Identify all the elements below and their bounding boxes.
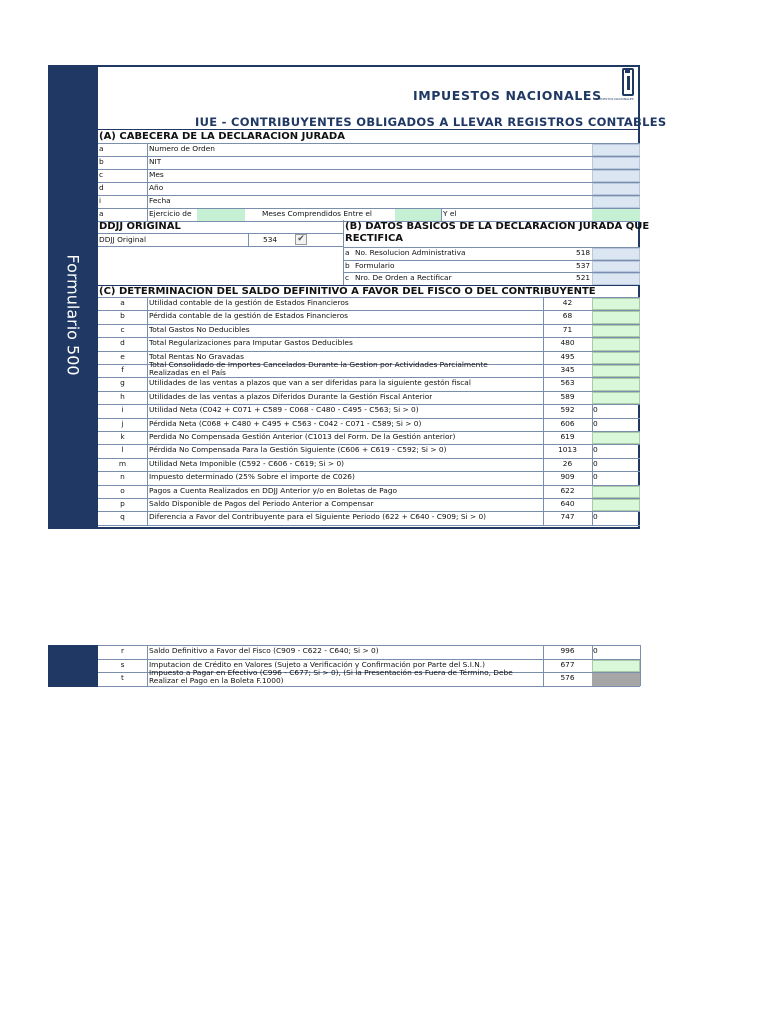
header-input-field[interactable] <box>592 170 640 182</box>
row-label: Pagos a Cuenta Realizados en DDJJ Anterior y/o en Boletas de Pago <box>149 486 398 495</box>
row-label: Formulario <box>355 260 395 270</box>
agency-title: IMPUESTOS NACIONALES <box>413 88 602 103</box>
row-code: b <box>120 311 125 320</box>
row-code: s <box>120 660 125 669</box>
row-code: q <box>120 512 125 521</box>
row-code: b <box>345 260 350 270</box>
col-divider <box>147 659 148 672</box>
form-sidebar-continued <box>48 645 98 687</box>
col-divider <box>147 645 148 659</box>
row-code: j <box>121 419 124 428</box>
row-label: Saldo Disponible de Pagos del Periodo Anterior a Compensar <box>149 499 374 508</box>
col-divider <box>147 208 148 221</box>
ddjj-divider-2 <box>98 246 343 247</box>
col-divider <box>147 377 148 391</box>
row-code: e <box>120 352 125 361</box>
col-divider <box>147 511 148 525</box>
row-code: a <box>120 298 125 307</box>
row-border <box>98 182 640 183</box>
row-border <box>98 195 640 196</box>
row-label: Utilidad contable de la gestión de Estados Financieros <box>149 298 349 307</box>
row-number: 563 <box>560 378 575 387</box>
row-number: 495 <box>560 352 575 361</box>
row-code: c <box>120 325 125 334</box>
row-number: 480 <box>560 338 575 347</box>
section-a-top-border <box>98 129 640 130</box>
row-label-2: Realizar el Pago en la Boleta F.1000) <box>149 677 284 685</box>
row-label: Total Consolidado de Importes Cancelados Durante la Gestion por Actividades Parcialmente <box>149 361 488 369</box>
col-divider <box>147 324 148 337</box>
ejercicio-label: Ejercicio de <box>149 209 192 218</box>
col-divider <box>147 471 148 485</box>
ddjj-original-code: 534 <box>263 235 278 244</box>
section-b-title-2: RECTIFICA <box>345 233 404 244</box>
amount-input[interactable] <box>592 378 640 391</box>
ejercicio-input[interactable] <box>197 209 245 221</box>
section-a-title: (A) CABECERA DE LA DECLARACION JURADA <box>99 131 345 142</box>
col-divider <box>147 297 148 310</box>
row-code: t <box>121 673 124 682</box>
row-code: d <box>99 183 104 192</box>
row-label: Diferencia a Favor del Contribuyente para el Siguiente Periodo (622 + C640 - C909; Si > 0) <box>149 512 487 521</box>
amount-input[interactable] <box>592 499 640 511</box>
col-divider <box>147 458 148 471</box>
row-code: n <box>120 472 125 481</box>
col-divider <box>147 404 148 418</box>
row-label: Saldo Definitivo a Favor del Fisco (C909 - C622 - C640; Si > 0) <box>149 646 379 655</box>
row-code: o <box>120 486 125 495</box>
ddjj-title: DDJJ ORIGINAL <box>99 221 181 232</box>
row-label: Mes <box>149 170 164 179</box>
col-divider <box>147 351 148 364</box>
row-code: f <box>121 365 124 374</box>
row-label: Utilidades de las ventas a plazos Diferidos Durante la Gestión Fiscal Anterior <box>149 392 433 401</box>
row-number: 1013 <box>558 445 577 454</box>
row-code: a <box>99 209 104 218</box>
row-label: Total Rentas No Gravadas <box>149 352 244 361</box>
computed-value: 0 <box>593 459 598 468</box>
amount-input[interactable] <box>592 311 640 324</box>
row-border <box>98 156 640 157</box>
col-divider <box>147 391 148 404</box>
meses-hasta-input[interactable] <box>592 209 640 221</box>
row-code: a <box>99 144 104 153</box>
row-code: h <box>120 392 125 401</box>
row-number: 576 <box>560 673 575 682</box>
row-label: Fecha <box>149 196 171 205</box>
ddjj-original-label: DDJJ Original <box>99 235 147 244</box>
col-divider <box>147 310 148 324</box>
row-code: m <box>118 459 127 468</box>
row-code: i <box>121 405 124 414</box>
row-label: Total Gastos No Deducibles <box>149 325 250 334</box>
row-number: 26 <box>562 459 573 468</box>
amount-input[interactable] <box>592 660 640 672</box>
row-border <box>98 525 640 526</box>
row-label: Pérdida Neta (C068 + C480 + C495 + C563 - C042 - C071 - C589; Si > 0) <box>149 419 422 428</box>
amount-input[interactable] <box>592 432 640 444</box>
row-number: 909 <box>560 472 575 481</box>
form-number-label: Formulario 500 <box>63 254 83 376</box>
row-number: 345 <box>560 365 575 374</box>
computed-value: 0 <box>593 405 598 414</box>
col-divider <box>441 208 442 221</box>
rectifica-input[interactable] <box>592 261 640 273</box>
row-number: 622 <box>560 486 575 495</box>
row-label: NIT <box>149 157 162 166</box>
row-label: Año <box>149 183 164 192</box>
col-divider <box>147 364 148 377</box>
form-subtitle: IUE - CONTRIBUYENTES OBLIGADOS A LLEVAR REGISTROS CONTABLES <box>195 115 667 129</box>
computed-value: 0 <box>593 419 598 428</box>
col-divider <box>147 418 148 431</box>
row-code: l <box>121 445 124 454</box>
logo-dot <box>625 70 630 73</box>
row-number: 677 <box>560 660 575 669</box>
amount-input[interactable] <box>592 298 640 310</box>
col-divider <box>147 156 148 169</box>
section-c-title: (C) DETERMINACION DEL SALDO DEFINITIVO A FAVOR DEL FISCO O DEL CONTRIBUYENTE <box>99 286 596 297</box>
y-el-label: Y el <box>443 209 457 218</box>
row-border <box>98 686 640 687</box>
row-number: 592 <box>560 405 575 414</box>
row-code: r <box>120 646 125 655</box>
row-code: c <box>345 273 350 282</box>
row-code: k <box>120 432 125 441</box>
col-divider <box>147 485 148 498</box>
col-divider <box>147 182 148 195</box>
row-code: p <box>120 499 125 508</box>
row-label: Nro. De Orden a Rectificar <box>355 273 452 282</box>
row-number: 521 <box>576 273 591 282</box>
amount-input[interactable] <box>592 352 640 364</box>
row-label: No. Resolucion Administrativa <box>355 248 466 257</box>
row-number: 747 <box>560 512 575 521</box>
row-number: 518 <box>576 248 591 257</box>
row-label: Utilidad Neta (C042 + C071 + C589 - C068 - C480 - C495 - C563; Si > 0) <box>149 405 419 414</box>
meses-desde-input[interactable] <box>395 209 441 221</box>
header-input-field[interactable] <box>592 196 640 208</box>
amount-input[interactable] <box>592 325 640 337</box>
col-divider <box>147 431 148 444</box>
right-border <box>640 645 641 686</box>
row-border <box>98 169 640 170</box>
col-divider <box>147 498 148 511</box>
row-label: Imputacion de Crédito en Valores (Sujeto a Verificación y Confirmación por Parte del S.I.N.) <box>149 660 485 669</box>
row-code: d <box>120 338 125 347</box>
row-number: 42 <box>562 298 573 307</box>
col-divider <box>147 195 148 208</box>
logo-caption: IMPUESTOS NACIONALES <box>596 97 634 101</box>
row-code: i <box>99 196 102 205</box>
computed-value: 0 <box>593 512 598 521</box>
computed-value: 0 <box>593 472 598 481</box>
meses-label: Meses Comprendidos Entre el <box>262 209 372 218</box>
row-label: Total Regularizaciones para Imputar Gastos Deducibles <box>149 338 353 347</box>
amount-input[interactable] <box>592 338 640 351</box>
row-label-2: Realizadas en el País <box>149 369 226 377</box>
col-divider <box>147 169 148 182</box>
computed-value: 0 <box>593 646 598 655</box>
col-divider <box>147 444 148 458</box>
row-label: Numero de Orden <box>149 144 215 153</box>
row-label: Pérdida contable de la gestión de Estados Financieros <box>149 311 348 320</box>
rectifica-input[interactable] <box>592 273 640 285</box>
computed-value: 0 <box>593 445 598 454</box>
ddjj-vdivider <box>248 233 249 246</box>
header-input-field[interactable] <box>592 144 640 156</box>
row-label: Utilidades de las ventas a plazos que van a ser diferidas para la siguiente gestón fiscal <box>149 378 471 387</box>
rectifica-input[interactable] <box>592 248 640 260</box>
disabled-amount-field <box>592 673 640 686</box>
section-b-left-border <box>343 220 344 286</box>
row-label: Perdida No Compensada Gestión Anterior (C1013 del Form. De la Gestión anterior) <box>149 432 456 441</box>
col-divider <box>147 337 148 351</box>
row-number: 537 <box>576 260 591 270</box>
row-number: 589 <box>560 392 575 401</box>
row-number: 640 <box>560 499 575 508</box>
section-b-title: (B) DATOS BASICOS DE LA DECLARACION JURADA QUE <box>345 221 650 232</box>
row-code: g <box>120 378 125 387</box>
row-label: Impuesto determinado (25% Sobre el importe de C026) <box>149 472 355 481</box>
ddjj-original-checkbox[interactable]: ✔ <box>295 234 307 245</box>
row-code: b <box>99 157 104 166</box>
row-code: c <box>99 170 104 179</box>
header-input-field[interactable] <box>592 183 640 195</box>
row-number: 68 <box>562 311 573 320</box>
row-number: 71 <box>562 325 573 334</box>
row-label: Impuesto a Pagar en Efectivo (C996 - C677; Si > 0), (Si la Presentación es Fuera de Término, Debe <box>149 669 513 677</box>
col-divider <box>147 672 148 686</box>
header-input-field[interactable] <box>592 157 640 169</box>
row-label: Pérdida No Compensada Para la Gestión Siguiente (C606 + C619 - C592; Si > 0) <box>149 445 447 454</box>
col-divider <box>147 143 148 156</box>
row-number: 996 <box>560 646 575 655</box>
row-number: 619 <box>560 432 575 441</box>
amount-input[interactable] <box>592 486 640 498</box>
row-code: a <box>345 248 350 257</box>
row-label: Utilidad Neta Imponible (C592 - C606 - C619; Si > 0) <box>149 459 345 468</box>
amount-input[interactable] <box>592 365 640 377</box>
row-number: 606 <box>560 419 575 428</box>
amount-input[interactable] <box>592 392 640 404</box>
